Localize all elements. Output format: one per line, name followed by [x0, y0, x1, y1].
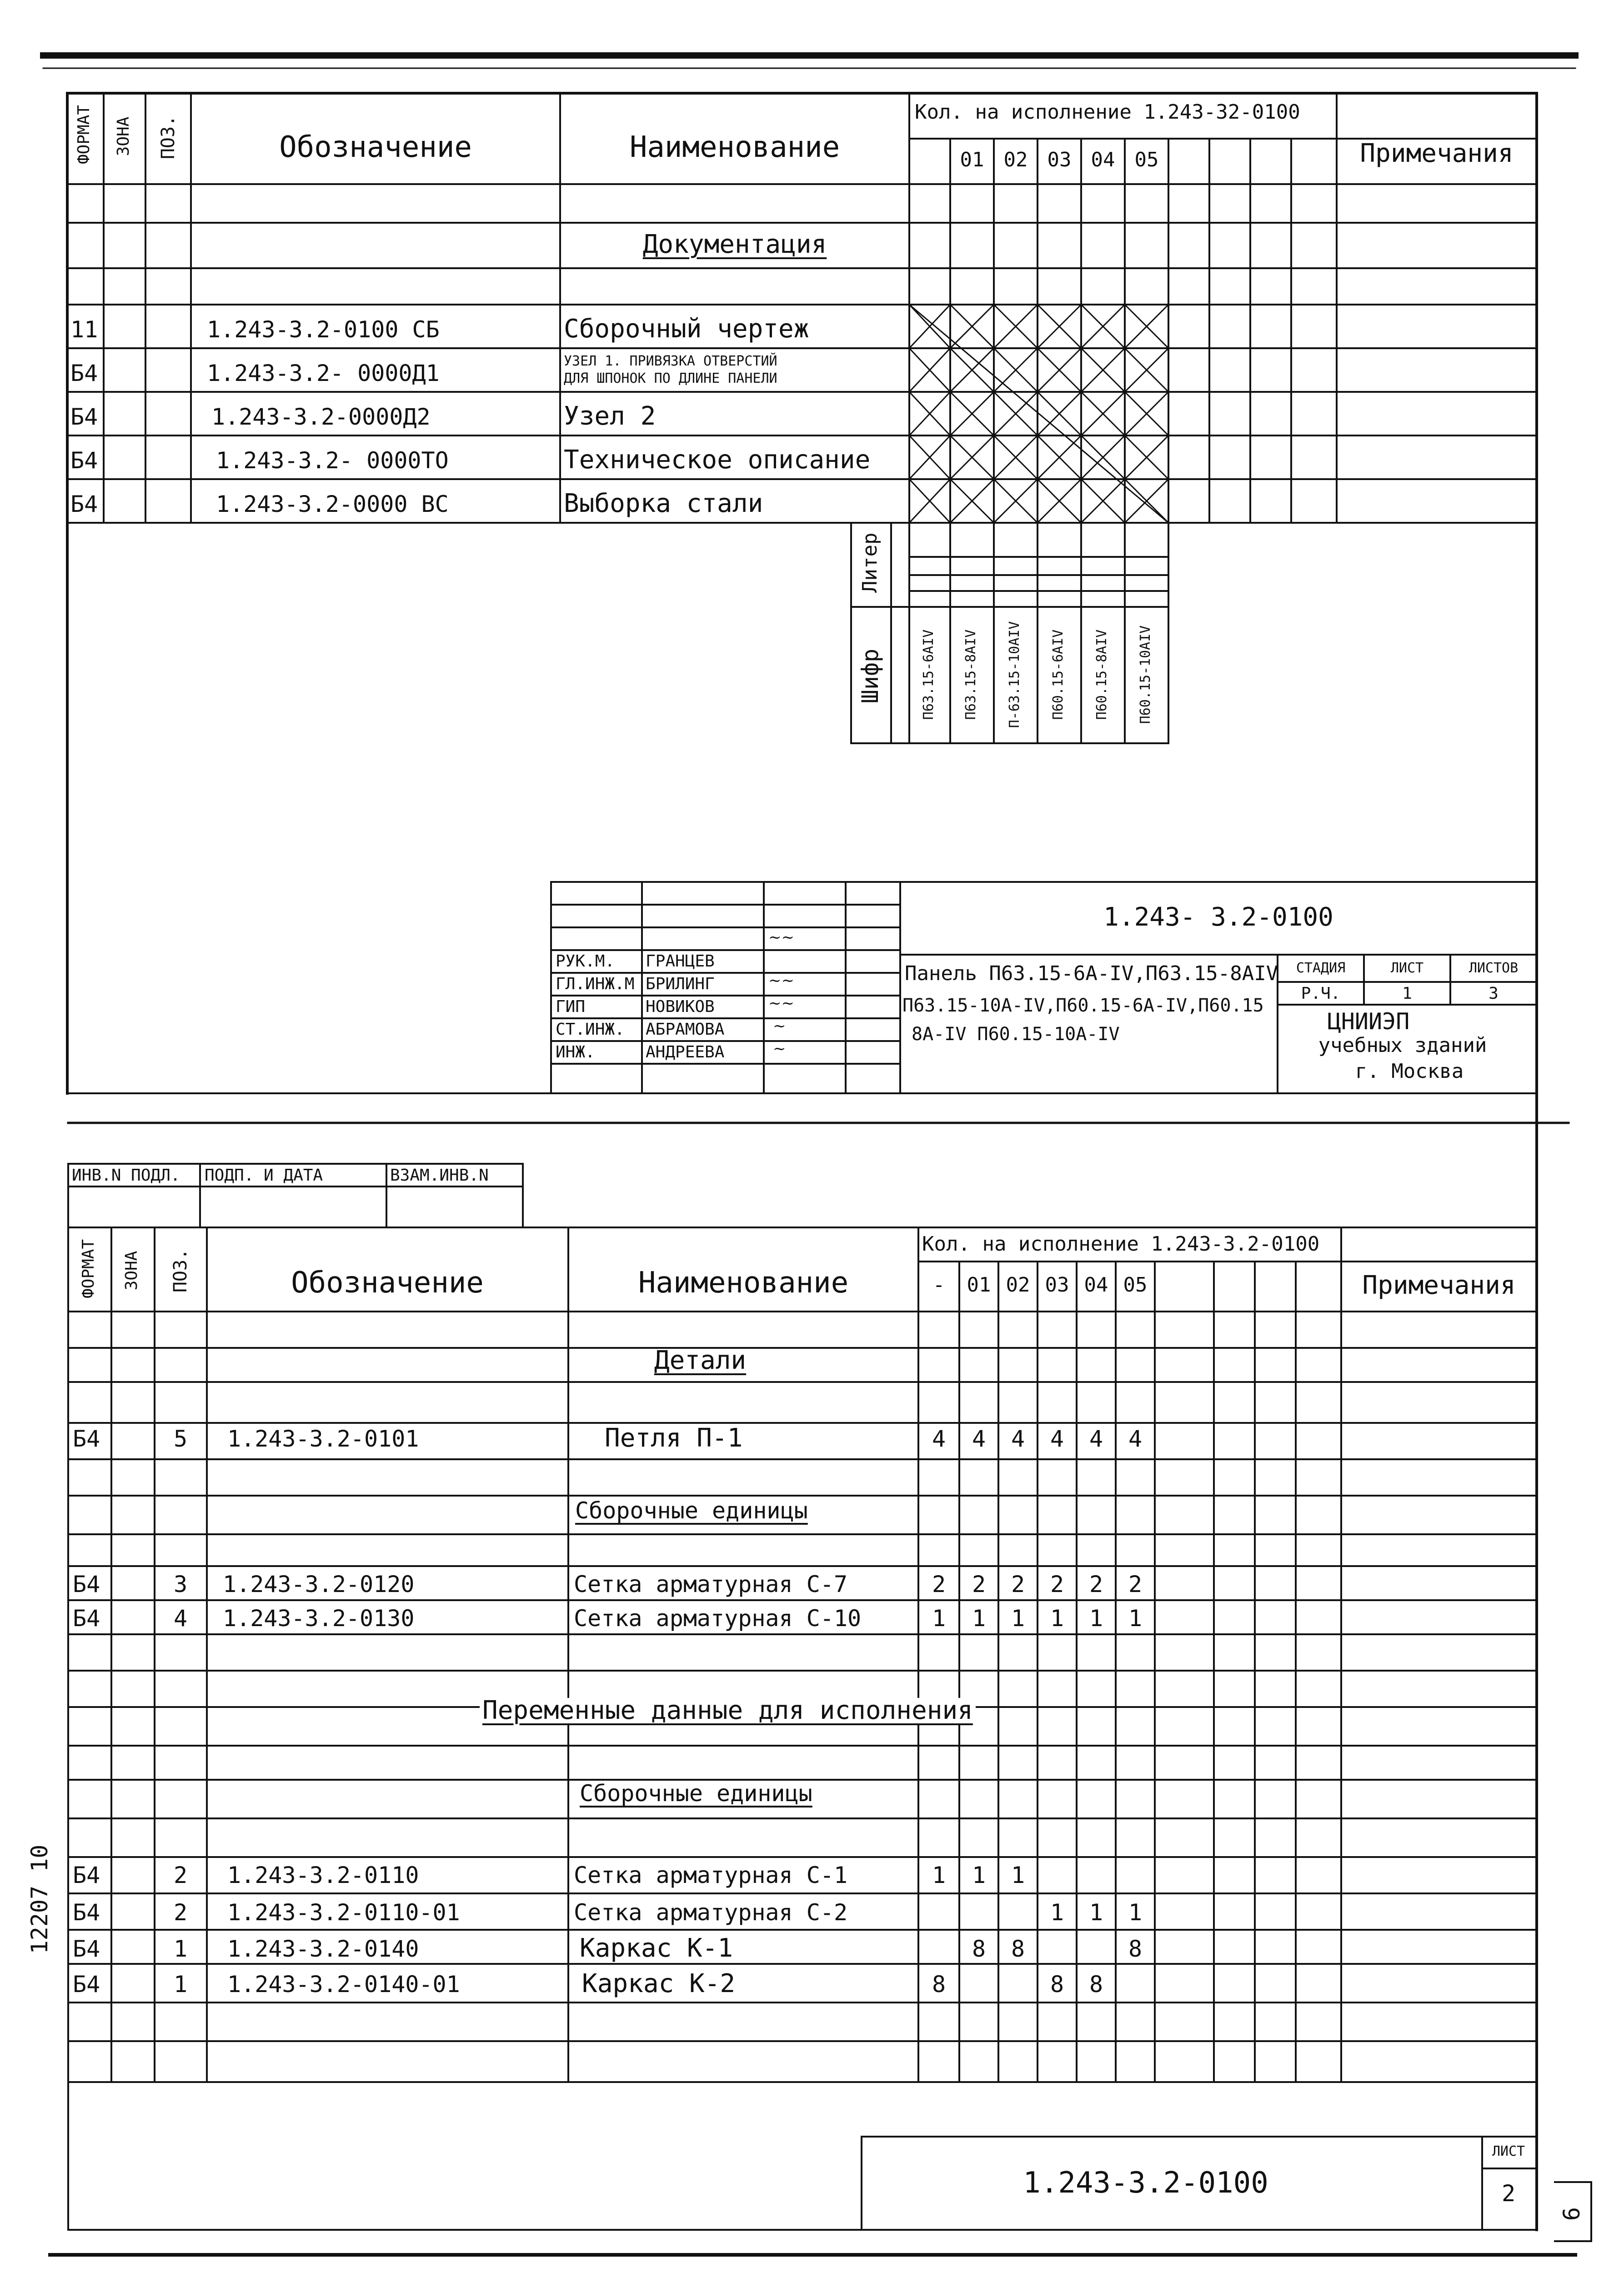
header2-zone: ЗОНА: [122, 1251, 141, 1291]
v3-q5: 8: [1128, 1936, 1143, 1962]
sheet-label-1: ЛИСТ: [1390, 960, 1424, 976]
header2-notes: Примечания: [1362, 1271, 1516, 1300]
signature-3: ~~: [768, 994, 794, 1012]
row1-format: 11: [70, 316, 98, 343]
a1-q2: 2: [1011, 1571, 1025, 1597]
cipher-label: Шифр: [857, 648, 883, 704]
header-notes: Примечания: [1360, 139, 1514, 168]
corner-number: 6: [1559, 2207, 1585, 2221]
d1-q5: 4: [1128, 1426, 1143, 1452]
v2-q5: 1: [1128, 1899, 1143, 1926]
v2-q3: 1: [1050, 1899, 1064, 1926]
v4-designation: 1.243-3.2-0140-01: [227, 1971, 460, 1998]
d1-q1: 4: [972, 1426, 986, 1452]
row3-format: Б4: [70, 404, 98, 430]
row5-designation: 1.243-3.2-0000 ВС: [216, 491, 449, 517]
v4-q0: 8: [932, 1971, 946, 1998]
row4-format: Б4: [70, 447, 98, 474]
stage-value: Р.Ч.: [1301, 984, 1341, 1003]
role-4: СТ.ИНЖ.: [556, 1020, 625, 1039]
row3-designation: 1.243-3.2-0000Д2: [211, 404, 431, 430]
variant-05: 05: [1134, 148, 1159, 171]
title-code-1: 1.243- 3.2-0100: [1103, 902, 1333, 932]
title-desc-line1: Панель П63.15-6А-IV,П63.15-8АIV: [905, 962, 1278, 985]
v3-q2: 8: [1011, 1936, 1025, 1962]
stamp-sign-date: ПОДП. И ДАТА: [205, 1166, 323, 1185]
role-5: ИНЖ.: [556, 1043, 595, 1061]
v4-pos: 1: [173, 1971, 188, 1998]
row1-designation: 1.243-3.2-0100 СБ: [207, 316, 440, 343]
d1-q3: 4: [1050, 1426, 1064, 1452]
a1-format: Б4: [73, 1571, 100, 1597]
a1-name: Сетка арматурная С-7: [574, 1571, 848, 1597]
title-code-2: 1.243-3.2-0100: [1023, 2166, 1268, 2200]
row4-name: Техническое описание: [564, 445, 871, 475]
header-format: ФОРМАТ: [75, 105, 93, 164]
a2-q2: 1: [1011, 1605, 1025, 1632]
v3-format: Б4: [73, 1936, 100, 1962]
v3-pos: 1: [173, 1936, 188, 1962]
role-2: ГЛ.ИНЖ.М: [556, 975, 635, 993]
a2-format: Б4: [73, 1605, 100, 1632]
row4-designation: 1.243-3.2- 0000ТО: [216, 447, 449, 474]
a2-q0: 1: [932, 1605, 946, 1632]
variant2-02: 02: [1006, 1273, 1030, 1297]
header2-name: Наименование: [638, 1266, 849, 1300]
org-line1: ЦНИИЭП: [1327, 1008, 1410, 1035]
variant-01: 01: [960, 148, 984, 171]
role-3: ГИП: [556, 997, 586, 1016]
org-line3: г. Москва: [1355, 1060, 1464, 1083]
a1-designation: 1.243-3.2-0120: [223, 1571, 415, 1597]
liter-label: Литер: [858, 532, 882, 593]
row2-designation: 1.243-3.2- 0000Д1: [207, 360, 440, 386]
section-variable-data: Переменные данные для исполнения: [480, 1698, 976, 1723]
variant2-04: 04: [1084, 1273, 1108, 1297]
stage-label: СТАДИЯ: [1296, 960, 1346, 976]
a1-q0: 2: [932, 1571, 946, 1597]
a2-q1: 1: [972, 1605, 986, 1632]
v1-q2: 1: [1011, 1862, 1025, 1888]
v1-name: Сетка арматурная С-1: [574, 1862, 848, 1888]
section-documentation: Документация: [642, 230, 827, 259]
signature-2: ~~: [768, 971, 794, 990]
v4-q4: 8: [1089, 1971, 1103, 1998]
v2-name: Сетка арматурная С-2: [574, 1899, 848, 1926]
cipher-4: П60.15-6АIV: [1050, 629, 1066, 720]
d1-format: Б4: [73, 1426, 100, 1452]
v1-designation: 1.243-3.2-0110: [227, 1862, 419, 1888]
role-1: РУК.М.: [556, 952, 615, 971]
v1-format: Б4: [73, 1862, 100, 1888]
stamp-replace: ВЗАМ.ИНВ.N: [390, 1166, 489, 1185]
d1-name: Петля П-1: [605, 1423, 743, 1453]
a2-designation: 1.243-3.2-0130: [223, 1605, 415, 1632]
v1-q0: 1: [932, 1862, 946, 1888]
variant2-03: 03: [1045, 1273, 1069, 1297]
row3-name: Узел 2: [564, 401, 656, 431]
v2-format: Б4: [73, 1899, 100, 1926]
d1-pos: 5: [173, 1426, 188, 1452]
name-1: ГРАНЦЕВ: [646, 952, 715, 971]
a1-pos: 3: [173, 1571, 188, 1597]
cipher-2: П63.15-8АIV: [963, 629, 979, 720]
stamp-inv: ИНВ.N ПОДЛ.: [72, 1166, 180, 1185]
variant-03: 03: [1047, 148, 1072, 171]
a2-q3: 1: [1050, 1605, 1064, 1632]
a1-q3: 2: [1050, 1571, 1064, 1597]
section-details: Детали: [654, 1346, 747, 1375]
org-line2: учебных зданий: [1318, 1034, 1487, 1057]
v3-designation: 1.243-3.2-0140: [227, 1936, 419, 1962]
sheet-value-1: 1: [1402, 984, 1412, 1003]
variant2-05: 05: [1123, 1273, 1148, 1297]
v4-format: Б4: [73, 1971, 100, 1998]
signature-1: ~~: [768, 928, 794, 946]
sheets-value: 3: [1489, 984, 1499, 1003]
section-assemblies: Сборочные единицы: [575, 1497, 808, 1524]
row5-name: Выборка стали: [564, 489, 763, 518]
a1-q4: 2: [1089, 1571, 1103, 1597]
margin-note: 12207 10: [26, 1844, 53, 1954]
a1-q1: 2: [972, 1571, 986, 1597]
title-desc-line2: П63.15-10А-IV,П60.15-6А-IV,П60.15: [902, 995, 1264, 1016]
a2-q4: 1: [1089, 1605, 1103, 1632]
row1-name: Сборочный чертеж: [564, 314, 809, 344]
header2-format: ФОРМАТ: [79, 1239, 98, 1298]
header-name: Наименование: [629, 130, 840, 164]
header2-qty-title: Кол. на исполнение 1.243-3.2-0100: [922, 1232, 1320, 1256]
v3-q1: 8: [972, 1936, 986, 1962]
signature-4: ~: [773, 1017, 786, 1035]
header2-pos: ПОЗ.: [170, 1248, 191, 1293]
title-desc-line3: 8А-IV П60.15-10А-IV: [912, 1024, 1120, 1045]
cipher-3: П-63.15-10АIV: [1007, 621, 1023, 728]
row2-name-line1: УЗЕЛ 1. ПРИВЯЗКА ОТВЕРСТИЙ: [564, 353, 777, 369]
signature-5: ~: [773, 1040, 786, 1058]
header-zone: ЗОНА: [114, 116, 133, 156]
section-assemblies-2: Сборочные единицы: [580, 1780, 812, 1807]
sheet-value-2: 2: [1501, 2180, 1516, 2207]
name-2: БРИЛИНГ: [646, 975, 715, 993]
d1-q2: 4: [1011, 1426, 1025, 1452]
v2-designation: 1.243-3.2-0110-01: [227, 1899, 460, 1926]
v3-name: Каркас К-1: [580, 1933, 733, 1963]
v1-pos: 2: [173, 1862, 188, 1888]
sheets-label: ЛИСТОВ: [1469, 960, 1519, 976]
cipher-1: П63.15-6АIV: [921, 629, 937, 720]
v2-pos: 2: [173, 1899, 188, 1926]
variant-02: 02: [1003, 148, 1028, 171]
v2-q4: 1: [1089, 1899, 1103, 1926]
a2-q5: 1: [1128, 1605, 1143, 1632]
d1-designation: 1.243-3.2-0101: [227, 1426, 419, 1452]
sheet-label-2: ЛИСТ: [1492, 2143, 1525, 2159]
name-4: АБРАМОВА: [646, 1020, 725, 1039]
row2-name-line2: ДЛЯ ШПОНОК ПО ДЛИНЕ ПАНЕЛИ: [564, 370, 777, 386]
header-designation: Обозначение: [279, 130, 472, 164]
variant2-01: 01: [967, 1273, 991, 1297]
d1-q0: 4: [932, 1426, 946, 1452]
cipher-6: П60.15-10АIV: [1138, 625, 1153, 724]
header-pos: ПОЗ.: [158, 115, 179, 160]
a1-q5: 2: [1128, 1571, 1143, 1597]
v4-q3: 8: [1050, 1971, 1064, 1998]
name-5: АНДРЕЕВА: [646, 1043, 725, 1061]
row5-format: Б4: [70, 491, 98, 517]
variant2-base: -: [932, 1273, 945, 1297]
name-3: НОВИКОВ: [646, 997, 715, 1016]
a2-pos: 4: [173, 1605, 188, 1632]
row2-format: Б4: [70, 360, 98, 386]
d1-q4: 4: [1089, 1426, 1103, 1452]
v1-q1: 1: [972, 1862, 986, 1888]
variant-04: 04: [1091, 148, 1115, 171]
header2-designation: Обозначение: [291, 1266, 484, 1300]
v4-name: Каркас К-2: [582, 1969, 736, 1998]
header-qty-title: Кол. на исполнение 1.243-32-0100: [915, 100, 1300, 124]
a2-name: Сетка арматурная С-10: [574, 1605, 862, 1632]
cipher-5: П60.15-8АIV: [1094, 629, 1110, 720]
